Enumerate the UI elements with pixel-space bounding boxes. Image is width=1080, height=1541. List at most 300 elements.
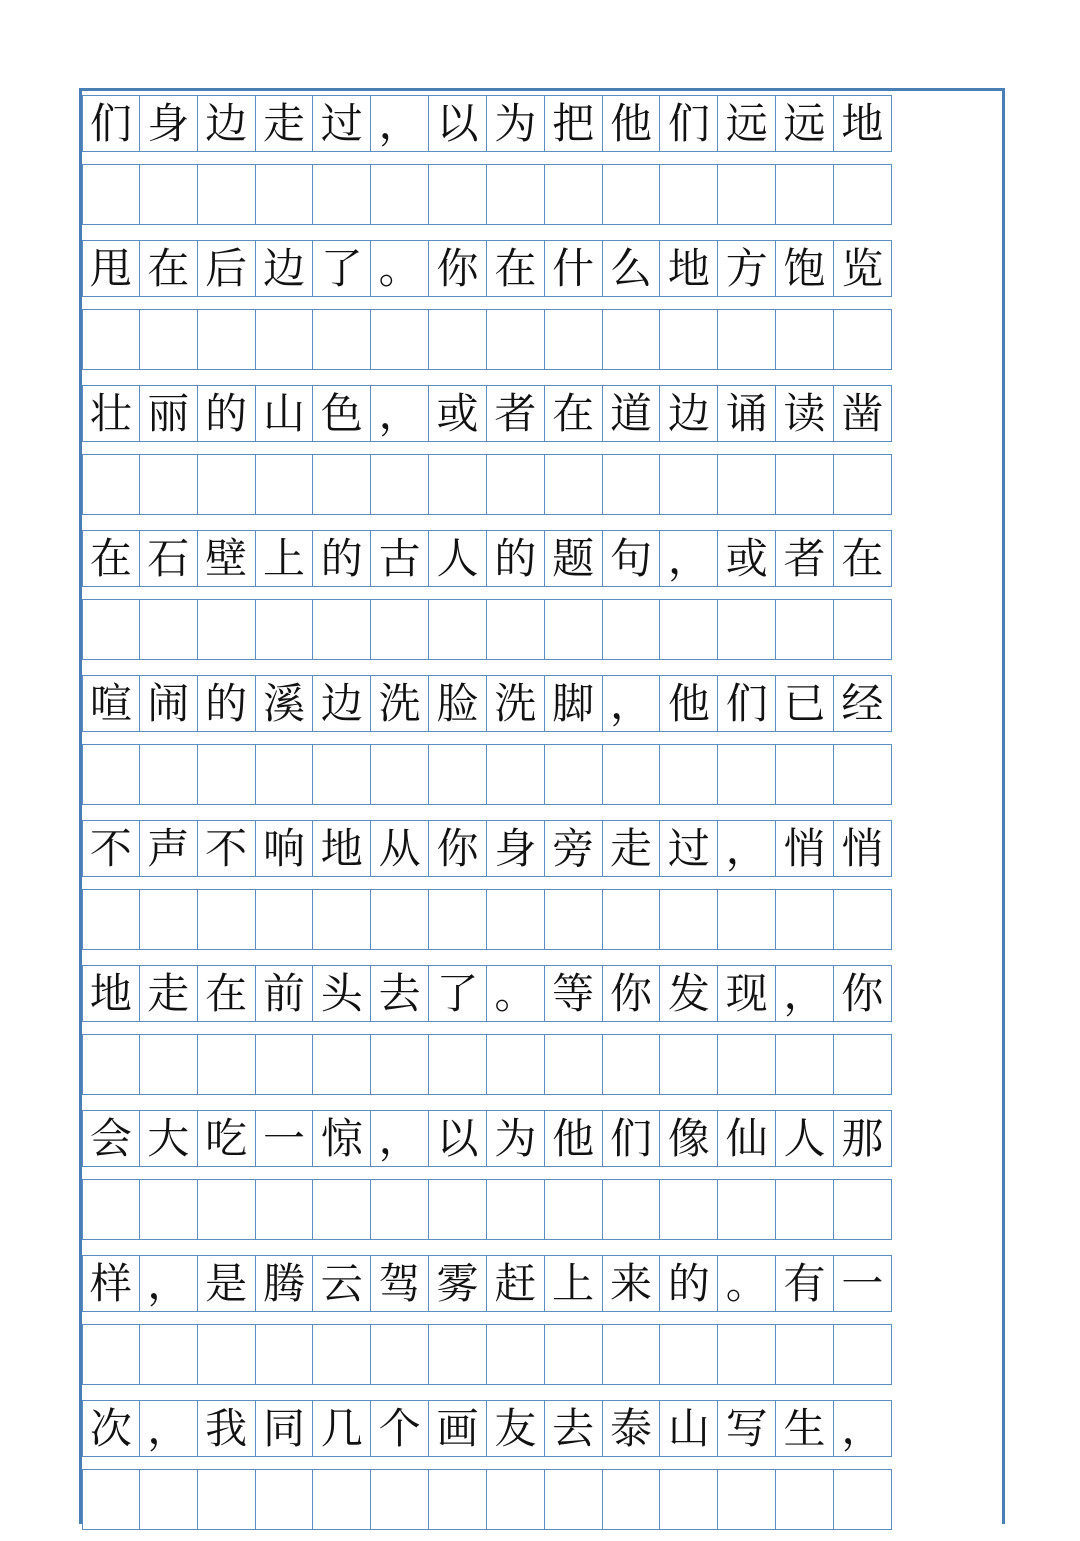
character-cell: 你	[429, 821, 487, 876]
blank-cell	[776, 1470, 834, 1529]
character-cell: 读	[776, 386, 834, 441]
blank-cell	[313, 1180, 371, 1239]
character-cell: 在	[545, 386, 603, 441]
blank-cell	[82, 1180, 140, 1239]
character-cell: 他	[603, 96, 661, 151]
blank-cell	[371, 1035, 429, 1094]
blank-cell	[834, 165, 892, 224]
character-cell: 洗	[487, 676, 545, 731]
blank-cell	[718, 310, 776, 369]
blank-cell	[371, 455, 429, 514]
blank-cell	[313, 455, 371, 514]
blank-cell	[256, 1325, 314, 1384]
character-cell: 们	[82, 96, 140, 151]
blank-practice-row	[82, 164, 892, 225]
blank-cell	[429, 1035, 487, 1094]
character-cell: 是	[198, 1256, 256, 1311]
character-cell: 人	[776, 1111, 834, 1166]
character-cell: 道	[603, 386, 661, 441]
text-line	[82, 1110, 892, 1167]
character-cell: 者	[487, 386, 545, 441]
character-cell: 闹	[140, 676, 198, 731]
blank-cell	[718, 1470, 776, 1529]
blank-cell	[198, 455, 256, 514]
character-cell: 响	[256, 821, 314, 876]
character-cell: 走	[256, 96, 314, 151]
blank-cell	[256, 455, 314, 514]
character-cell: 几	[313, 1401, 371, 1456]
blank-cell	[140, 165, 198, 224]
blank-practice-row	[82, 1469, 892, 1530]
character-cell: 泰	[603, 1401, 661, 1456]
blank-cell	[198, 1470, 256, 1529]
blank-cell	[718, 455, 776, 514]
text-line	[82, 1400, 892, 1457]
character-cell: 来	[603, 1256, 661, 1311]
character-cell: 身	[487, 821, 545, 876]
character-cell: 山	[256, 386, 314, 441]
blank-cell	[429, 1325, 487, 1384]
character-cell: 洗	[371, 676, 429, 731]
blank-cell	[834, 1325, 892, 1384]
writing-sheet	[79, 88, 1005, 1524]
blank-cell	[198, 1325, 256, 1384]
character-cell: 方	[718, 241, 776, 296]
blank-cell	[429, 455, 487, 514]
grid-line-pair	[82, 526, 892, 671]
character-cell: 了	[429, 966, 487, 1021]
blank-cell	[256, 1035, 314, 1094]
character-cell: 们	[603, 1111, 661, 1166]
character-cell: 他	[660, 676, 718, 731]
character-cell: 驾	[371, 1256, 429, 1311]
character-cell: 那	[834, 1111, 892, 1166]
character-cell: 云	[313, 1256, 371, 1311]
character-cell: 等	[545, 966, 603, 1021]
blank-cell	[198, 1035, 256, 1094]
character-cell: 上	[545, 1256, 603, 1311]
blank-cell	[371, 310, 429, 369]
character-cell: 边	[256, 241, 314, 296]
character-cell: 有	[776, 1256, 834, 1311]
character-cell: 上	[256, 531, 314, 586]
blank-cell	[660, 165, 718, 224]
character-cell: 友	[487, 1401, 545, 1456]
text-line	[82, 675, 892, 732]
blank-cell	[429, 745, 487, 804]
blank-cell	[603, 455, 661, 514]
blank-cell	[660, 1325, 718, 1384]
character-cell: 甩	[82, 241, 140, 296]
character-cell: 现	[718, 966, 776, 1021]
character-cell: 发	[660, 966, 718, 1021]
blank-cell	[718, 1325, 776, 1384]
character-cell: 会	[82, 1111, 140, 1166]
grid-line-pair	[82, 816, 892, 961]
text-line	[82, 965, 892, 1022]
blank-cell	[603, 1035, 661, 1094]
blank-cell	[487, 1035, 545, 1094]
blank-cell	[371, 1470, 429, 1529]
blank-cell	[82, 310, 140, 369]
character-cell: 在	[140, 241, 198, 296]
text-line	[82, 95, 892, 152]
character-cell: 去	[371, 966, 429, 1021]
blank-cell	[834, 1180, 892, 1239]
character-cell: 次	[82, 1401, 140, 1456]
blank-cell	[82, 600, 140, 659]
character-cell: 你	[429, 241, 487, 296]
blank-cell	[429, 1180, 487, 1239]
character-cell: 写	[718, 1401, 776, 1456]
blank-cell	[776, 165, 834, 224]
blank-cell	[660, 1470, 718, 1529]
blank-practice-row	[82, 1179, 892, 1240]
character-cell: 溪	[256, 676, 314, 731]
blank-practice-row	[82, 309, 892, 370]
character-cell: ，	[776, 966, 834, 1021]
blank-cell	[256, 1470, 314, 1529]
character-cell: 或	[718, 531, 776, 586]
blank-cell	[82, 455, 140, 514]
blank-cell	[545, 890, 603, 949]
blank-cell	[82, 1035, 140, 1094]
blank-cell	[718, 165, 776, 224]
character-cell: 人	[429, 531, 487, 586]
blank-cell	[371, 745, 429, 804]
blank-cell	[834, 310, 892, 369]
blank-cell	[834, 890, 892, 949]
character-cell: 腾	[256, 1256, 314, 1311]
blank-cell	[660, 1035, 718, 1094]
blank-cell	[313, 890, 371, 949]
character-cell: 地	[834, 96, 892, 151]
character-cell: 脸	[429, 676, 487, 731]
character-cell: 经	[834, 676, 892, 731]
blank-cell	[545, 600, 603, 659]
character-cell: 。	[371, 241, 429, 296]
blank-cell	[140, 1035, 198, 1094]
character-cell: 一	[256, 1111, 314, 1166]
blank-practice-row	[82, 1324, 892, 1385]
character-cell: 在	[198, 966, 256, 1021]
blank-cell	[140, 745, 198, 804]
blank-cell	[256, 310, 314, 369]
blank-cell	[313, 1035, 371, 1094]
character-cell: 色	[313, 386, 371, 441]
blank-cell	[776, 745, 834, 804]
blank-cell	[603, 1180, 661, 1239]
character-cell: 的	[198, 386, 256, 441]
character-cell: 的	[313, 531, 371, 586]
character-cell: 大	[140, 1111, 198, 1166]
blank-cell	[718, 890, 776, 949]
blank-cell	[82, 165, 140, 224]
blank-cell	[776, 455, 834, 514]
character-cell: 悄	[776, 821, 834, 876]
blank-cell	[834, 745, 892, 804]
blank-cell	[256, 165, 314, 224]
blank-cell	[140, 1325, 198, 1384]
blank-cell	[776, 890, 834, 949]
character-cell: 你	[603, 966, 661, 1021]
blank-cell	[82, 745, 140, 804]
character-cell: 或	[429, 386, 487, 441]
blank-cell	[660, 600, 718, 659]
blank-cell	[776, 1180, 834, 1239]
character-cell: 赶	[487, 1256, 545, 1311]
character-cell: 边	[660, 386, 718, 441]
blank-cell	[487, 165, 545, 224]
character-cell: ，	[371, 386, 429, 441]
blank-cell	[140, 455, 198, 514]
blank-cell	[660, 455, 718, 514]
blank-cell	[834, 600, 892, 659]
blank-cell	[487, 890, 545, 949]
blank-cell	[545, 745, 603, 804]
grid-line-pair	[82, 91, 892, 236]
blank-cell	[140, 1180, 198, 1239]
character-cell: 前	[256, 966, 314, 1021]
blank-cell	[198, 165, 256, 224]
character-cell: 惊	[313, 1111, 371, 1166]
blank-cell	[545, 310, 603, 369]
character-grid	[82, 91, 892, 1541]
character-cell: 了	[313, 241, 371, 296]
blank-cell	[256, 890, 314, 949]
character-cell: 句	[603, 531, 661, 586]
blank-cell	[371, 890, 429, 949]
character-cell: ，	[371, 96, 429, 151]
character-cell: 饱	[776, 241, 834, 296]
blank-cell	[313, 165, 371, 224]
blank-cell	[660, 745, 718, 804]
blank-cell	[256, 1180, 314, 1239]
blank-cell	[603, 745, 661, 804]
character-cell: 石	[140, 531, 198, 586]
blank-cell	[487, 745, 545, 804]
blank-cell	[313, 745, 371, 804]
character-cell: 览	[834, 241, 892, 296]
blank-cell	[487, 600, 545, 659]
character-cell: 画	[429, 1401, 487, 1456]
blank-practice-row	[82, 454, 892, 515]
character-cell: 以	[429, 1111, 487, 1166]
character-cell: 喧	[82, 676, 140, 731]
character-cell: 个	[371, 1401, 429, 1456]
blank-practice-row	[82, 1034, 892, 1095]
blank-cell	[545, 455, 603, 514]
grid-line-pair	[82, 1251, 892, 1396]
blank-cell	[776, 1325, 834, 1384]
blank-cell	[198, 310, 256, 369]
blank-cell	[603, 1470, 661, 1529]
blank-cell	[487, 1180, 545, 1239]
character-cell: 过	[660, 821, 718, 876]
blank-cell	[140, 600, 198, 659]
character-cell: 为	[487, 1111, 545, 1166]
blank-cell	[313, 600, 371, 659]
blank-cell	[603, 165, 661, 224]
blank-cell	[313, 1470, 371, 1529]
character-cell: 地	[660, 241, 718, 296]
character-cell: 不	[198, 821, 256, 876]
character-cell: ，	[660, 531, 718, 586]
character-cell: 脚	[545, 676, 603, 731]
character-cell: 一	[834, 1256, 892, 1311]
blank-cell	[198, 1180, 256, 1239]
character-cell: 们	[718, 676, 776, 731]
blank-cell	[371, 1180, 429, 1239]
blank-cell	[776, 310, 834, 369]
character-cell: 在	[487, 241, 545, 296]
character-cell: 走	[603, 821, 661, 876]
blank-cell	[603, 310, 661, 369]
character-cell: 头	[313, 966, 371, 1021]
character-cell: 同	[256, 1401, 314, 1456]
blank-cell	[545, 1035, 603, 1094]
blank-cell	[371, 1325, 429, 1384]
blank-cell	[660, 890, 718, 949]
character-cell: 不	[82, 821, 140, 876]
blank-cell	[834, 1470, 892, 1529]
character-cell: ，	[834, 1401, 892, 1456]
character-cell: ，	[718, 821, 776, 876]
character-cell: 远	[776, 96, 834, 151]
character-cell: 么	[603, 241, 661, 296]
character-cell: 远	[718, 96, 776, 151]
blank-cell	[487, 1325, 545, 1384]
character-cell: 在	[834, 531, 892, 586]
blank-cell	[545, 1470, 603, 1529]
blank-cell	[487, 455, 545, 514]
character-cell: 山	[660, 1401, 718, 1456]
blank-cell	[256, 600, 314, 659]
character-cell: 仙	[718, 1111, 776, 1166]
blank-cell	[718, 1180, 776, 1239]
character-cell: 诵	[718, 386, 776, 441]
character-cell: ，	[140, 1256, 198, 1311]
character-cell: 过	[313, 96, 371, 151]
character-cell: 。	[718, 1256, 776, 1311]
blank-cell	[198, 890, 256, 949]
blank-cell	[429, 165, 487, 224]
character-cell: 把	[545, 96, 603, 151]
blank-cell	[198, 745, 256, 804]
character-cell: 地	[313, 821, 371, 876]
blank-cell	[429, 1470, 487, 1529]
character-cell: 边	[198, 96, 256, 151]
character-cell: 去	[545, 1401, 603, 1456]
blank-cell	[718, 745, 776, 804]
character-cell: 什	[545, 241, 603, 296]
character-cell: ，	[371, 1111, 429, 1166]
text-line	[82, 820, 892, 877]
blank-cell	[82, 890, 140, 949]
blank-cell	[776, 600, 834, 659]
blank-practice-row	[82, 599, 892, 660]
blank-practice-row	[82, 889, 892, 950]
blank-cell	[660, 310, 718, 369]
blank-cell	[313, 1325, 371, 1384]
character-cell: 生	[776, 1401, 834, 1456]
character-cell: 他	[545, 1111, 603, 1166]
blank-cell	[256, 745, 314, 804]
text-line	[82, 530, 892, 587]
blank-cell	[198, 600, 256, 659]
blank-practice-row	[82, 744, 892, 805]
character-cell: 的	[487, 531, 545, 586]
character-cell: 悄	[834, 821, 892, 876]
character-cell: 身	[140, 96, 198, 151]
blank-cell	[718, 1035, 776, 1094]
character-cell: 走	[140, 966, 198, 1021]
character-cell: 古	[371, 531, 429, 586]
blank-cell	[603, 1325, 661, 1384]
text-line	[82, 385, 892, 442]
grid-line-pair	[82, 961, 892, 1106]
blank-cell	[834, 455, 892, 514]
character-cell: 地	[82, 966, 140, 1021]
character-cell: 你	[834, 966, 892, 1021]
blank-cell	[603, 600, 661, 659]
character-cell: 旁	[545, 821, 603, 876]
blank-cell	[487, 310, 545, 369]
character-cell: 样	[82, 1256, 140, 1311]
character-cell: 丽	[140, 386, 198, 441]
character-cell: 壮	[82, 386, 140, 441]
character-cell: 们	[660, 96, 718, 151]
character-cell: 已	[776, 676, 834, 731]
character-cell: 的	[660, 1256, 718, 1311]
character-cell: 的	[198, 676, 256, 731]
blank-cell	[313, 310, 371, 369]
character-cell: 壁	[198, 531, 256, 586]
character-cell: ，	[603, 676, 661, 731]
blank-cell	[834, 1035, 892, 1094]
blank-cell	[429, 310, 487, 369]
blank-cell	[718, 600, 776, 659]
blank-cell	[371, 165, 429, 224]
blank-cell	[140, 310, 198, 369]
blank-cell	[545, 165, 603, 224]
character-cell: 者	[776, 531, 834, 586]
grid-line-pair	[82, 381, 892, 526]
grid-line-pair	[82, 1106, 892, 1251]
character-cell: 。	[487, 966, 545, 1021]
text-line	[82, 1255, 892, 1312]
blank-cell	[429, 890, 487, 949]
character-cell: 边	[313, 676, 371, 731]
grid-line-pair	[82, 671, 892, 816]
character-cell: 从	[371, 821, 429, 876]
character-cell: 以	[429, 96, 487, 151]
blank-cell	[429, 600, 487, 659]
text-line	[82, 240, 892, 297]
character-cell: 凿	[834, 386, 892, 441]
character-cell: 在	[82, 531, 140, 586]
blank-cell	[82, 1470, 140, 1529]
character-cell: 雾	[429, 1256, 487, 1311]
blank-cell	[545, 1180, 603, 1239]
grid-line-pair	[82, 1396, 892, 1541]
character-cell: ，	[140, 1401, 198, 1456]
blank-cell	[545, 1325, 603, 1384]
character-cell: 为	[487, 96, 545, 151]
character-cell: 题	[545, 531, 603, 586]
character-cell: 我	[198, 1401, 256, 1456]
blank-cell	[82, 1325, 140, 1384]
